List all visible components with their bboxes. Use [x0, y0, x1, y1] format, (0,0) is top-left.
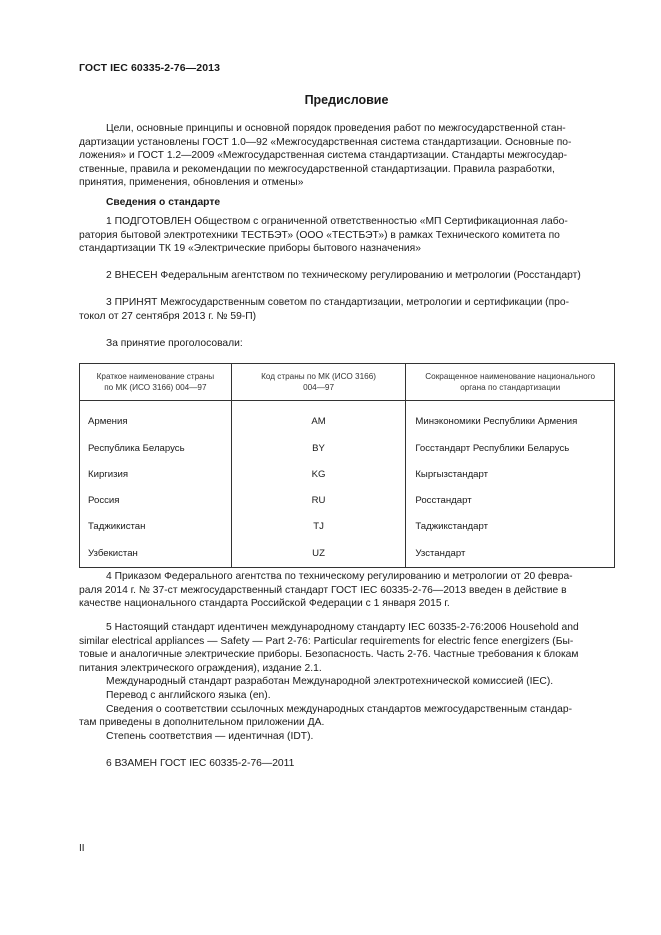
- text-line: ратория бытовой электротехники ТЕСТБЭТ» (ООО «ТЕСТБЭТ») в рамках Технического комитета по: [79, 229, 560, 241]
- item-4-paragraph: [79, 570, 615, 611]
- header-line: Краткое наименование страны: [96, 372, 215, 381]
- header-country-name: [80, 364, 232, 401]
- item-3-paragraph: [79, 296, 615, 323]
- header-line: 004—97: [303, 383, 335, 392]
- text-line: раля 2014 г. № 37-ст межгосударственный стандарт ГОСТ IEC 60335-2-76—2013 введен в действие в: [79, 584, 567, 596]
- standards-body: Минэкономики Республики Армения: [406, 401, 615, 436]
- country-code: UZ: [231, 539, 406, 568]
- standard-code: ГОСТ IEC 60335-2-76—2013: [79, 62, 221, 74]
- table-row: [80, 401, 615, 436]
- header-standards-body: [406, 364, 615, 401]
- item-2-paragraph: [79, 269, 615, 283]
- country-name: Киргизия: [80, 461, 232, 487]
- country-code: AM: [231, 401, 406, 436]
- text-line: Сведения о соответствии ссылочных международных стандартов межгосударственным стандар-: [106, 703, 573, 715]
- table-row: [80, 513, 615, 539]
- text-line: 6 ВЗАМЕН ГОСТ IEC 60335-2-76—2011: [106, 758, 295, 769]
- text-line: 1 ПОДГОТОВЛЕН Обществом с ограниченной ответственностью «МП Сертификационная лабо-: [106, 216, 568, 227]
- text-line: дартизации установлены ГОСТ 1.0—92 «Межгосударственная система стандартизации. Основные по-: [79, 136, 572, 148]
- item-6-paragraph: [79, 757, 615, 771]
- country-code: KG: [231, 461, 406, 487]
- header-country-code: [231, 364, 406, 401]
- text-line: принятия, применения, обновления и отмены»: [79, 177, 304, 189]
- country-name: Армения: [80, 401, 232, 436]
- voting-table: [79, 363, 615, 568]
- standards-body: Госстандарт Республики Беларусь: [406, 435, 615, 461]
- header-line: по МК (ИСО 3166) 004—97: [104, 383, 207, 392]
- country-code: TJ: [231, 513, 406, 539]
- text-line: 2 ВНЕСЕН Федеральным агентством по техническому регулированию и метрологии (Росстандарт): [106, 270, 581, 281]
- country-code: BY: [231, 435, 406, 461]
- text-line: качестве национального стандарта Российской Федерации с 1 января 2015 г.: [79, 598, 450, 610]
- subheading-block: [79, 196, 615, 210]
- text-line: 4 Приказом Федерального агентства по техническому регулированию и метрологии от 20 февра-: [106, 571, 573, 582]
- text-line: За принятие проголосовали:: [106, 338, 243, 349]
- text-line: Цели, основные принципы и основной порядок проведения работ по межгосударственной стан-: [106, 123, 566, 134]
- table-header-row: [80, 364, 615, 401]
- text-line: питания электрического ограждения), издание 2.1.: [79, 662, 322, 674]
- standards-body: Узстандарт: [406, 539, 615, 568]
- table-row: [80, 461, 615, 487]
- section-subheading: Сведения о стандарте: [106, 197, 221, 208]
- header-line: Сокращенное наименование национального: [425, 372, 596, 381]
- country-name: Республика Беларусь: [80, 435, 232, 461]
- standards-body: Таджикстандарт: [406, 513, 615, 539]
- table-row: [80, 539, 615, 568]
- text-line: Степень соответствия — идентичная (IDT).: [106, 730, 314, 742]
- item-5-paragraph: [79, 621, 615, 743]
- item-1-paragraph: [79, 215, 615, 256]
- intro-paragraph: [79, 122, 615, 190]
- text-line: токол от 27 сентября 2013 г. № 59-П): [79, 310, 257, 322]
- text-line: там приведены в дополнительном приложении ДА.: [79, 717, 325, 729]
- standards-body: Росстандарт: [406, 487, 615, 513]
- country-code: RU: [231, 487, 406, 513]
- text-line: 3 ПРИНЯТ Межгосударственным советом по стандартизации, метрологии и сертификации (про-: [106, 297, 570, 308]
- table-row: [80, 435, 615, 461]
- country-name: Таджикистан: [80, 513, 232, 539]
- vote-intro: [79, 337, 615, 351]
- header-line: Код страны по МК (ИСО 3166): [261, 372, 376, 381]
- text-line: 5 Настоящий стандарт идентичен международному стандарту IEC 60335-2-76:2006 Household and: [106, 622, 579, 633]
- header-line: органа по стандартизации: [460, 383, 561, 392]
- country-name: Россия: [80, 487, 232, 513]
- standards-body: Кыргызстандарт: [406, 461, 615, 487]
- page-title: Предисловие: [304, 93, 389, 107]
- text-line: similar electrical appliances — Safety — Part 2-76: Particular requirements for electric fence energizers (Бы-: [79, 635, 574, 647]
- text-line: Международный стандарт разработан Международной электротехнической комиссией (IEC).: [106, 676, 554, 688]
- text-line: Перевод с английского языка (en).: [106, 689, 271, 701]
- text-line: ственные, правила и рекомендации по межгосударственной стандартизации. Правила разработки,: [79, 163, 555, 175]
- text-line: стандартизации ТК 19 «Электрические приборы бытового назначения»: [79, 243, 421, 255]
- table-row: [80, 487, 615, 513]
- country-name: Узбекистан: [80, 539, 232, 568]
- text-line: ложения» и ГОСТ 1.2—2009 «Межгосударственная система стандартизации. Стандарты межгосудар-: [79, 150, 568, 162]
- page-number: II: [79, 843, 85, 854]
- text-line: товые и аналогичные электрические приборы. Безопасность. Часть 2-76. Частные требования к блокам: [79, 649, 579, 661]
